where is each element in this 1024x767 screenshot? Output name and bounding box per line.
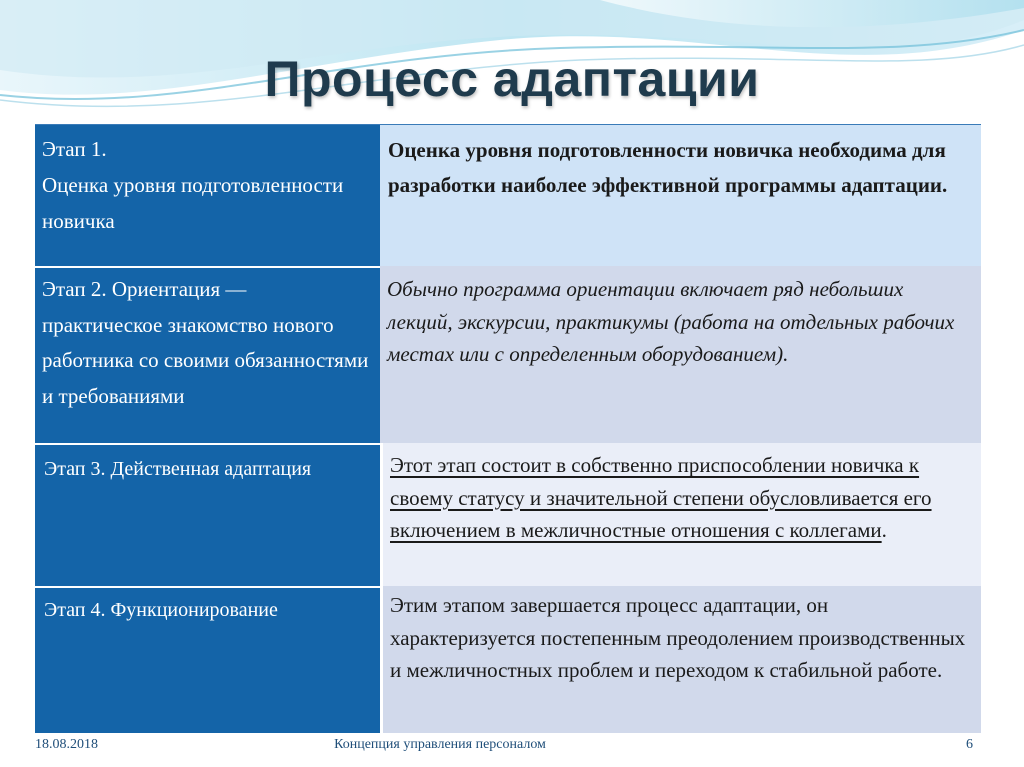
stage-2-label: Этап 2. Ориентация — практическое знакомство нового работника со своими обязанностями и требованиями <box>35 266 380 443</box>
stage-4-description-text: Этим этапом завершается процесс адаптации, он характеризуется постепенным преодолением производственных и межличностных проблем и переходом к стабильной работе <box>390 593 966 682</box>
footer-title: Концепция управления персоналом <box>334 737 546 752</box>
footer-page-number: 6 <box>966 737 973 752</box>
stage-4-label: Этап 4. Функционирование <box>35 586 380 733</box>
adaptation-stages-table <box>35 124 981 733</box>
stage-2-description: Обычно программа ориентации включает ряд небольших лекций, экскурсии, практикумы (работа на отдельных рабочих местах или с определенным оборудованием). <box>380 266 981 443</box>
stage-3-description <box>380 443 981 586</box>
stage-3-description-tail: . <box>881 518 887 542</box>
stage-4-description <box>380 586 981 733</box>
footer-date: 18.08.2018 <box>35 737 98 752</box>
stage-1-label <box>35 124 380 266</box>
stage-1-description: Оценка уровня подготовленности новичка необходима для разработки наиболее эффективной программы адаптации. <box>380 124 981 266</box>
page-title: Процесс адаптации <box>264 51 760 107</box>
stage-4-description-tail: . <box>936 658 943 682</box>
stage-3-description-text: Этот этап состоит в собственно приспособлении новичка к своему статусу и значительной степени обусловливается его включением в межличностные отношения с коллегами <box>390 453 932 542</box>
stage-1-text: Этап 1. Оценка уровня подготовленности новичка <box>42 137 344 233</box>
stage-3-label: Этап 3. Действенная адаптация <box>35 443 380 586</box>
